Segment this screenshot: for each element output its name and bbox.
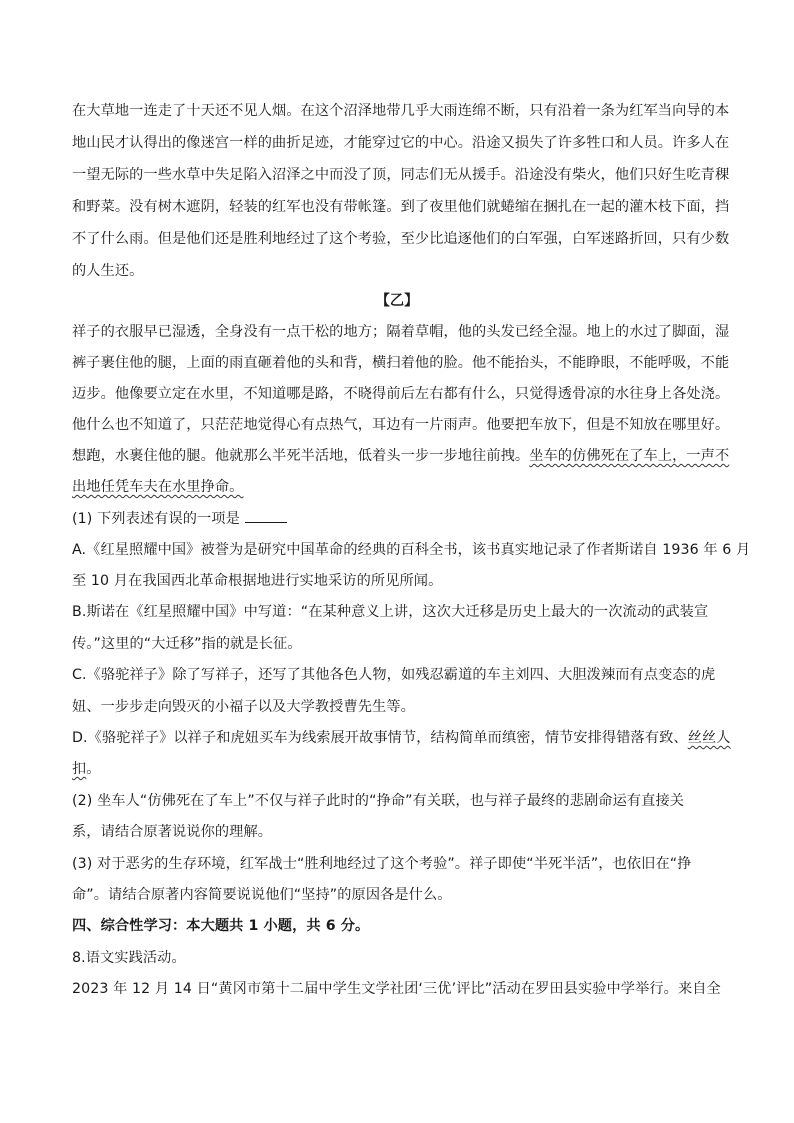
passage-b-line-5	[72, 446, 730, 466]
option-c-line-1: C.《骆驼祥子》除了写祥子，还写了其他各色人物，如残忍霸道的车主刘四、大胆泼辣而有点变态的虎	[72, 667, 716, 683]
question-2-line-2: 系，请结合原著说说你的理解。	[72, 824, 273, 840]
passage-b-line-2: 裤子裹住他的腿，上面的雨直砸着他的头和背，横扫着他的脸。他不能抬头，不能睁眼，不能呼吸，不能	[72, 355, 730, 371]
passage-b-line-3: 迈步。他像要立定在水里，不知道哪是路，不晓得前后左右都有什么，只觉得透骨凉的水往身上各处浇。	[72, 386, 730, 402]
passage-b-heading: 【乙】	[375, 293, 419, 309]
section-4-intro: 2023 年 12 月 14 日“黄冈市第十二届中学生文学社团‘三优’评比”活动在罗田县实验中学举行。来自全	[72, 981, 721, 997]
option-b-line-1: B.斯诺在《红星照耀中国》中写道：“在某种意义上讲，这次大迁移是历史上最大的一次流动的武装宣	[72, 604, 709, 620]
passage-b-line-4: 他什么也不知道了，只茫茫地觉得心有点热气，耳边有一片雨声。他要把车放下，但是不知放在哪里好。	[72, 417, 730, 433]
passage-b-line-5-text: 想跑，水裹住他的腿。他就那么半死半活地，低着头一步一步地往前拽。	[72, 448, 530, 464]
option-b-line-2: 传。”这里的“大迁移”指的就是长征。	[72, 636, 302, 652]
question-3-line-2: 命”。请结合原著内容简要说说他们“坚持”的原因各是什么。	[72, 887, 452, 903]
option-d-text: D.《骆驼祥子》以祥子和虎妞买车为线索展开故事情节，结构简单而缜密，情节安排得错落有致、	[72, 730, 688, 746]
option-d-line-1	[72, 728, 731, 748]
option-d-period: 。	[86, 761, 101, 777]
option-d-wavy-end: 扣	[72, 761, 87, 777]
passage-a-line-6: 的人生还。	[72, 263, 144, 279]
passage-a-line-5: 不了什么雨。但是他们还是胜利地经过了这个考验，至少比追逐他们的白军强，白军迷路折回，只有少数	[72, 231, 730, 247]
option-d-wavy-phrase: 丝丝人	[687, 730, 731, 746]
question-8: 8.语文实践活动。	[72, 950, 186, 966]
wavy-underlined-sentence-start: 坐车的仿佛死在了车上，一声不	[529, 448, 730, 464]
question-3-line-1: (3) 对于恶劣的生存环境，红军战士“胜利地经过了这个考验”。祥子即使“半死半活”，也依旧在“挣	[72, 856, 692, 872]
question-1-text: (1) 下列表述有误的一项是	[72, 511, 245, 527]
option-a-line-1: A.《红星照耀中国》被誉为是研究中国革命的经典的百科全书，该书真实地记录了作者斯诺自 1936 年 6 月	[72, 542, 751, 558]
wavy-underlined-sentence-end: 出地任凭车夫在水里挣命。	[72, 479, 244, 495]
option-a-line-2: 至 10 月在我国西北革命根据地进行实地采访的所见所闻。	[72, 573, 443, 589]
section-4-heading: 四、综合性学习：本大题共 1 小题，共 6 分。	[72, 918, 370, 934]
passage-a-line-3: 一望无际的一些水草中失足陷入沼泽之中而没了顶，同志们无从援手。沿途没有柴火，他们只好生吃青稞	[72, 167, 730, 183]
answer-blank[interactable]	[245, 508, 287, 523]
option-c-line-2: 妞、一步步走向毁灭的小福子以及大学教授曹先生等。	[72, 699, 415, 715]
option-d-line-2	[72, 759, 722, 779]
question-2-line-1: (2) 坐车人“仿佛死在了车上”不仅与祥子此时的“挣命”有关联，也与祥子最终的悲剧命运有直接关	[72, 793, 685, 809]
passage-a-line-2: 地山民才认得出的像迷宫一样的曲折足迹，才能穿过它的中心。沿途又损失了许多牲口和人员。许多人在	[72, 135, 730, 151]
question-1	[72, 508, 722, 529]
passage-a-line-4: 和野菜。没有树木遮阴，轻装的红军也没有带帐篷。到了夜里他们就蜷缩在捆扎在一起的灌木枝下面，挡	[72, 199, 730, 215]
passage-a-line-1: 在大草地一连走了十天还不见人烟。在这个沼泽地带几乎大雨连绵不断，只有沿着一条为红军当向导的本	[72, 103, 730, 119]
passage-b-line-6	[72, 477, 722, 497]
passage-b-line-1: 祥子的衣服早已湿透，全身没有一点干松的地方；隔着草帽，他的头发已经全湿。地上的水过了脚面，湿	[72, 324, 730, 340]
